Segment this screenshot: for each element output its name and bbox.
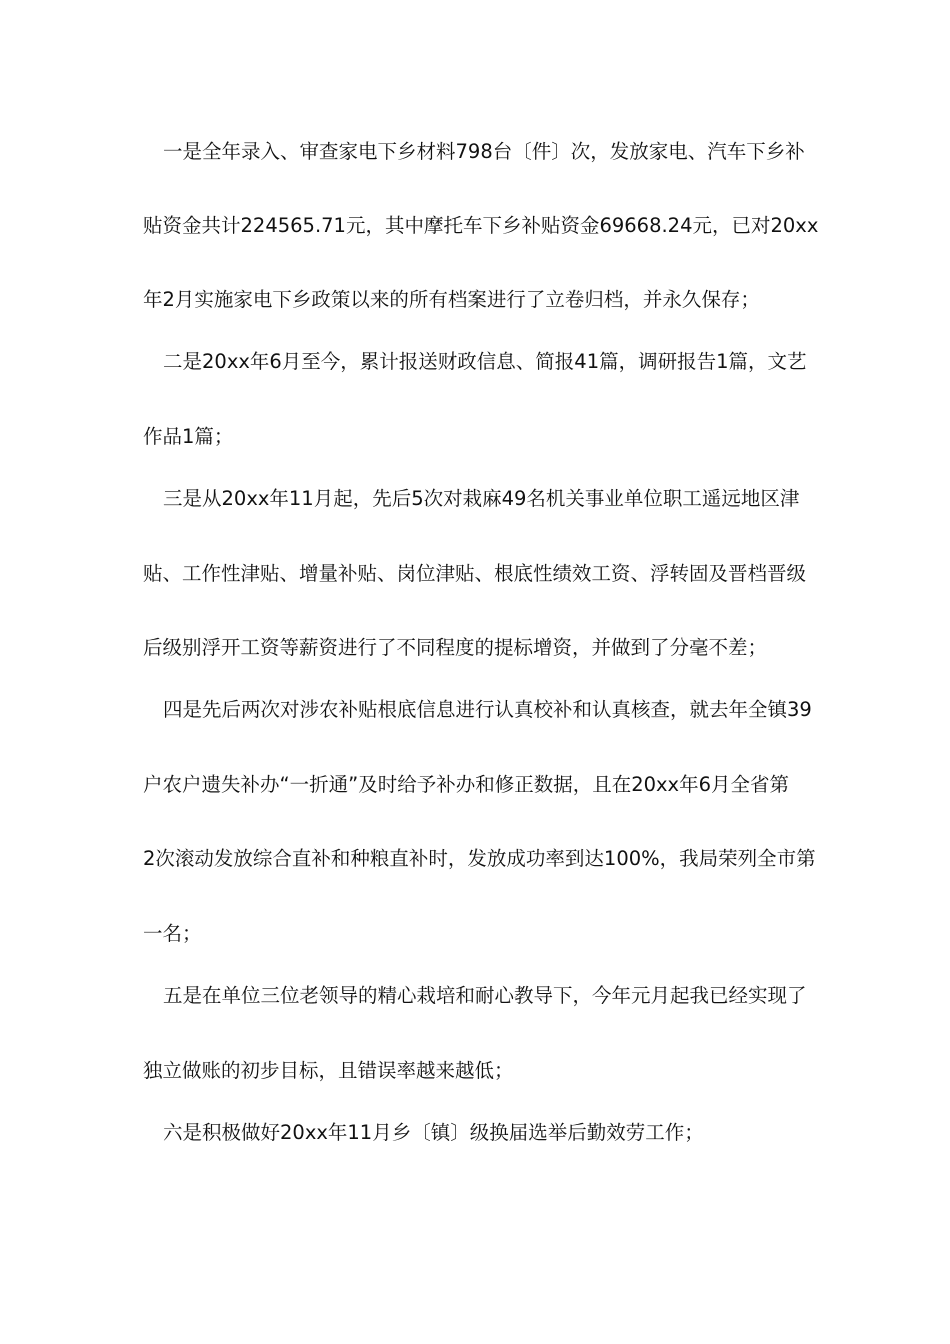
paragraph-1-line-1: 一是全年录入、审查家电下乡材料798台〔件〕次，发放家电、汽车下乡补 xyxy=(163,140,805,163)
paragraph-3-line-2: 贴、工作性津贴、增量补贴、岗位津贴、根底性绩效工资、浮转固及晋档晋级 xyxy=(143,562,807,585)
paragraph-5-line-2: 独立做账的初步目标，且错误率越来越低； xyxy=(143,1059,514,1082)
paragraph-1-line-2: 贴资金共计224565.71元，其中摩托车下乡补贴资金69668.24元，已对20xx xyxy=(143,214,819,237)
paragraph-2-line-2: 作品1篇； xyxy=(143,425,234,448)
paragraph-1-line-3: 年2月实施家电下乡政策以来的所有档案进行了立卷归档，并永久保存； xyxy=(143,288,760,311)
paragraph-5-line-1: 五是在单位三位老领导的精心栽培和耐心教导下，今年元月起我已经实现了 xyxy=(163,984,807,1007)
paragraph-3-line-1: 三是从20xx年11月起，先后5次对栽麻49名机关事业单位职工遥远地区津 xyxy=(163,487,800,510)
paragraph-4-line-1: 四是先后两次对涉农补贴根底信息进行认真校补和认真核查，就去年全镇39 xyxy=(163,698,812,721)
paragraph-4-line-3: 2次滚动发放综合直补和种粮直补时，发放成功率到达100%，我局荣列全市第 xyxy=(143,847,816,870)
paragraph-6-line-1: 六是积极做好20xx年11月乡〔镇〕级换届选举后勤效劳工作； xyxy=(163,1121,704,1144)
paragraph-4-line-4: 一名； xyxy=(143,922,202,945)
paragraph-4-line-2: 户农户遗失补办“一折通”及时给予补办和修正数据，且在20xx年6月全省第 xyxy=(143,773,790,796)
paragraph-3-line-3: 后级别浮开工资等薪资进行了不同程度的提标增资，并做到了分毫不差； xyxy=(143,636,768,659)
paragraph-2-line-1: 二是20xx年6月至今，累计报送财政信息、简报41篇，调研报告1篇，文艺 xyxy=(163,350,807,373)
